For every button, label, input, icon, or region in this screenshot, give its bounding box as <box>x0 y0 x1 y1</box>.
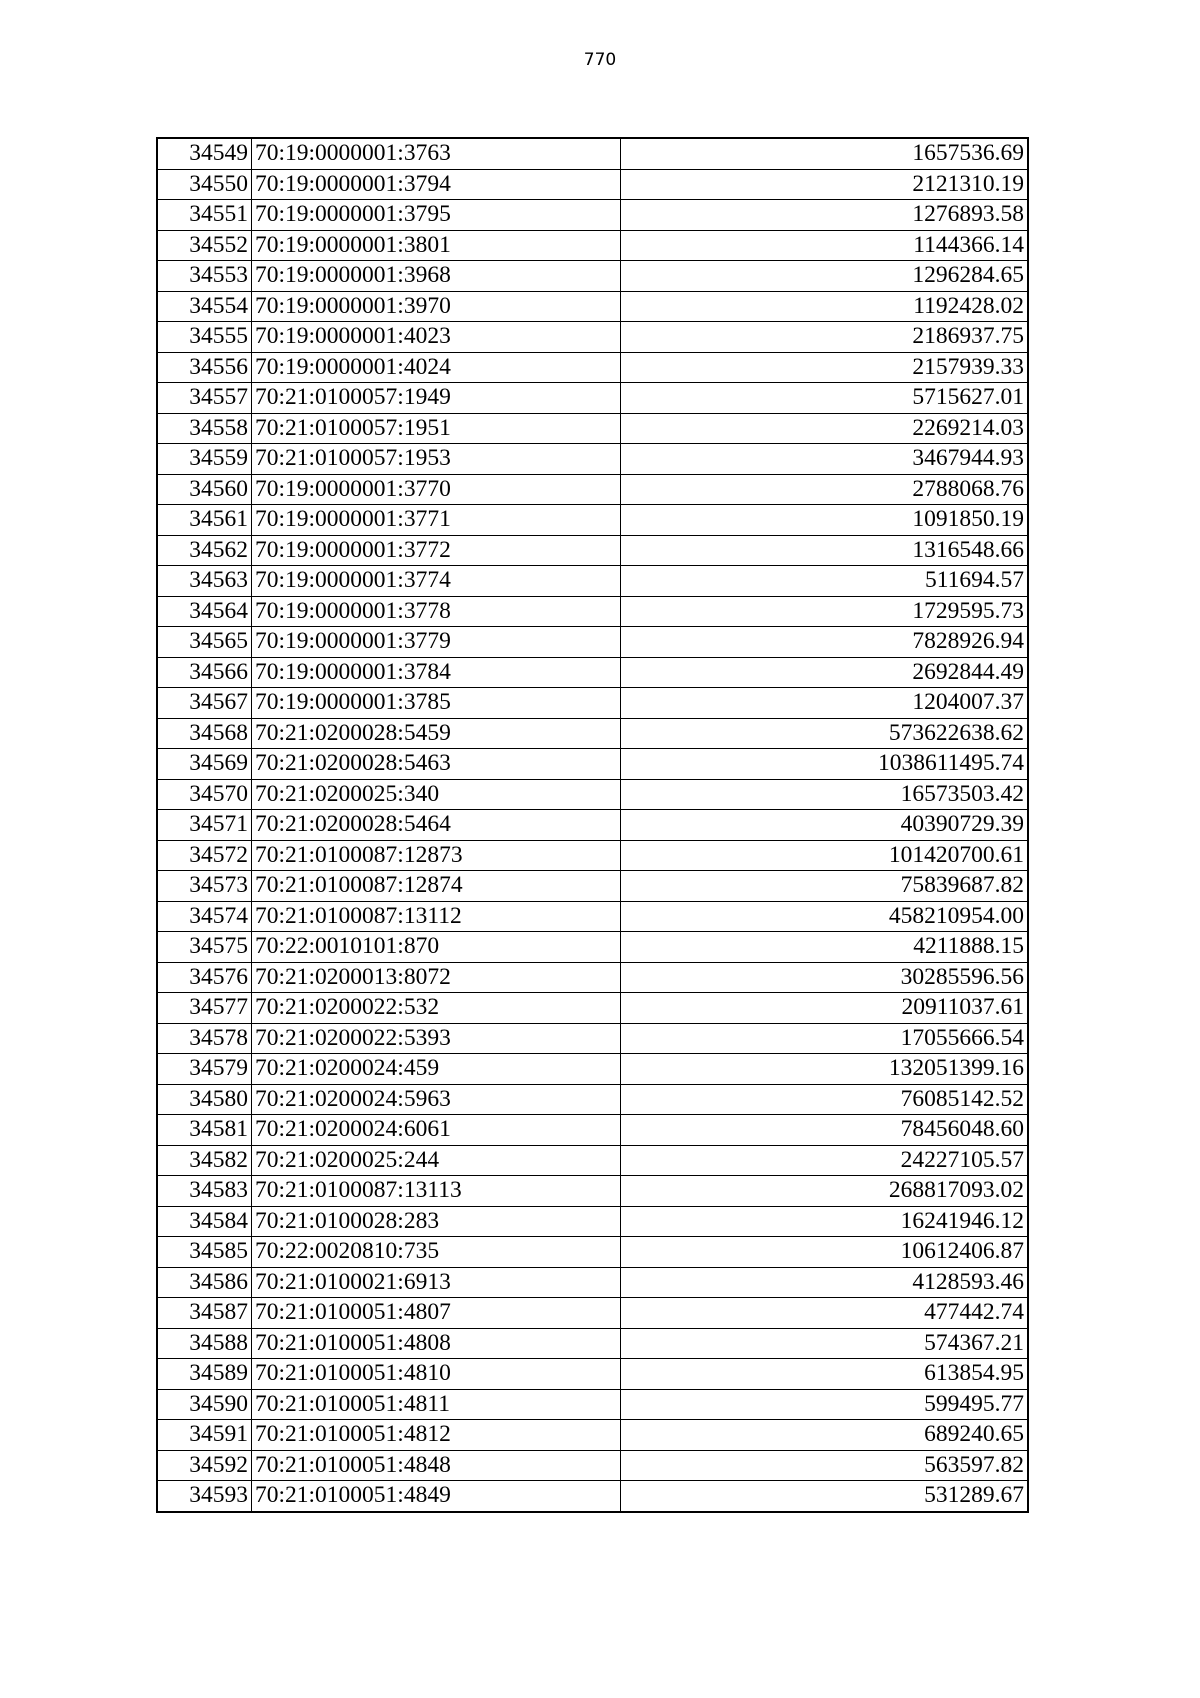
cadastral-number-cell: 70:21:0100051:4812 <box>252 1420 621 1451</box>
table-row <box>157 1145 1028 1176</box>
cadastral-value-cell: 689240.65 <box>621 1420 1029 1451</box>
row-number-cell: 34576 <box>157 962 252 993</box>
table-row <box>157 1176 1028 1207</box>
table-row <box>157 322 1028 353</box>
table-row <box>157 1267 1028 1298</box>
cadastral-value-cell: 477442.74 <box>621 1298 1029 1329</box>
table-row <box>157 932 1028 963</box>
row-number-cell: 34585 <box>157 1237 252 1268</box>
cadastral-number-cell: 70:21:0200025:340 <box>252 779 621 810</box>
cadastral-value-cell: 78456048.60 <box>621 1115 1029 1146</box>
cadastral-value-cell: 2692844.49 <box>621 657 1029 688</box>
cadastral-number-cell: 70:19:0000001:3801 <box>252 230 621 261</box>
table-row <box>157 1206 1028 1237</box>
table-row <box>157 138 1028 169</box>
cadastral-number-cell: 70:21:0200028:5464 <box>252 810 621 841</box>
row-number-cell: 34560 <box>157 474 252 505</box>
row-number-cell: 34586 <box>157 1267 252 1298</box>
row-number-cell: 34575 <box>157 932 252 963</box>
table-row <box>157 962 1028 993</box>
table-row <box>157 169 1028 200</box>
cadastral-value-cell: 268817093.02 <box>621 1176 1029 1207</box>
row-number-cell: 34561 <box>157 505 252 536</box>
row-number-cell: 34592 <box>157 1450 252 1481</box>
table-row <box>157 200 1028 231</box>
cadastral-value-cell: 10612406.87 <box>621 1237 1029 1268</box>
cadastral-number-cell: 70:21:0100021:6913 <box>252 1267 621 1298</box>
table-row <box>157 1328 1028 1359</box>
table-row <box>157 1237 1028 1268</box>
cadastral-number-cell: 70:19:0000001:3794 <box>252 169 621 200</box>
cadastral-value-cell: 574367.21 <box>621 1328 1029 1359</box>
table-row <box>157 261 1028 292</box>
row-number-cell: 34551 <box>157 200 252 231</box>
row-number-cell: 34566 <box>157 657 252 688</box>
cadastral-number-cell: 70:19:0000001:3763 <box>252 138 621 169</box>
cadastral-value-cell: 40390729.39 <box>621 810 1029 841</box>
cadastral-number-cell: 70:21:0200013:8072 <box>252 962 621 993</box>
cadastral-number-cell: 70:21:0100051:4848 <box>252 1450 621 1481</box>
cadastral-value-cell: 1091850.19 <box>621 505 1029 536</box>
cadastral-value-cell: 573622638.62 <box>621 718 1029 749</box>
table-row <box>157 1359 1028 1390</box>
cadastral-value-cell: 4128593.46 <box>621 1267 1029 1298</box>
cadastral-number-cell: 70:21:0200022:532 <box>252 993 621 1024</box>
table-row <box>157 352 1028 383</box>
cadastral-value-cell: 2269214.03 <box>621 413 1029 444</box>
row-number-cell: 34562 <box>157 535 252 566</box>
row-number-cell: 34588 <box>157 1328 252 1359</box>
table-row <box>157 1084 1028 1115</box>
row-number-cell: 34570 <box>157 779 252 810</box>
cadastral-value-cell: 1204007.37 <box>621 688 1029 719</box>
cadastral-value-cell: 76085142.52 <box>621 1084 1029 1115</box>
row-number-cell: 34581 <box>157 1115 252 1146</box>
cadastral-value-cell: 2157939.33 <box>621 352 1029 383</box>
cadastral-number-cell: 70:21:0200022:5393 <box>252 1023 621 1054</box>
cadastral-number-cell: 70:21:0200024:5963 <box>252 1084 621 1115</box>
row-number-cell: 34590 <box>157 1389 252 1420</box>
cadastral-number-cell: 70:22:0020810:735 <box>252 1237 621 1268</box>
cadastral-value-cell: 7828926.94 <box>621 627 1029 658</box>
cadastral-number-cell: 70:21:0100057:1949 <box>252 383 621 414</box>
table-row <box>157 1298 1028 1329</box>
table-row <box>157 1389 1028 1420</box>
table-row <box>157 901 1028 932</box>
table-row <box>157 810 1028 841</box>
row-number-cell: 34572 <box>157 840 252 871</box>
row-number-cell: 34583 <box>157 1176 252 1207</box>
cadastral-number-cell: 70:21:0200025:244 <box>252 1145 621 1176</box>
row-number-cell: 34553 <box>157 261 252 292</box>
row-number-cell: 34552 <box>157 230 252 261</box>
cadastral-value-cell: 1192428.02 <box>621 291 1029 322</box>
cadastral-number-cell: 70:21:0100051:4849 <box>252 1481 621 1512</box>
table-row <box>157 291 1028 322</box>
cadastral-value-cell: 458210954.00 <box>621 901 1029 932</box>
table-row <box>157 993 1028 1024</box>
cadastral-number-cell: 70:19:0000001:3970 <box>252 291 621 322</box>
cadastral-value-cell: 2788068.76 <box>621 474 1029 505</box>
page-number: 770 <box>583 50 617 70</box>
cadastral-value-cell: 613854.95 <box>621 1359 1029 1390</box>
row-number-cell: 34571 <box>157 810 252 841</box>
cadastral-number-cell: 70:21:0200028:5463 <box>252 749 621 780</box>
table-row <box>157 1450 1028 1481</box>
table-row <box>157 1420 1028 1451</box>
row-number-cell: 34582 <box>157 1145 252 1176</box>
row-number-cell: 34549 <box>157 138 252 169</box>
row-number-cell: 34573 <box>157 871 252 902</box>
cadastral-value-cell: 5715627.01 <box>621 383 1029 414</box>
row-number-cell: 34559 <box>157 444 252 475</box>
cadastral-number-cell: 70:21:0100051:4811 <box>252 1389 621 1420</box>
row-number-cell: 34563 <box>157 566 252 597</box>
table-row <box>157 566 1028 597</box>
row-number-cell: 34558 <box>157 413 252 444</box>
cadastral-number-cell: 70:21:0100057:1951 <box>252 413 621 444</box>
cadastral-value-cell: 1038611495.74 <box>621 749 1029 780</box>
table-row <box>157 383 1028 414</box>
cadastral-value-cell: 16241946.12 <box>621 1206 1029 1237</box>
table-row <box>157 444 1028 475</box>
cadastral-number-cell: 70:21:0200024:6061 <box>252 1115 621 1146</box>
cadastral-number-cell: 70:19:0000001:3785 <box>252 688 621 719</box>
cadastral-number-cell: 70:21:0100087:12873 <box>252 840 621 871</box>
table-row <box>157 1115 1028 1146</box>
table-row <box>157 718 1028 749</box>
cadastral-value-cell: 24227105.57 <box>621 1145 1029 1176</box>
cadastral-value-cell: 511694.57 <box>621 566 1029 597</box>
cadastral-number-cell: 70:21:0100051:4807 <box>252 1298 621 1329</box>
table-row <box>157 413 1028 444</box>
row-number-cell: 34580 <box>157 1084 252 1115</box>
cadastral-value-cell: 1276893.58 <box>621 200 1029 231</box>
cadastral-value-cell: 4211888.15 <box>621 932 1029 963</box>
row-number-cell: 34579 <box>157 1054 252 1085</box>
cadastral-value-cell: 2186937.75 <box>621 322 1029 353</box>
cadastral-value-cell: 599495.77 <box>621 1389 1029 1420</box>
table-row <box>157 1054 1028 1085</box>
cadastral-number-cell: 70:21:0200024:459 <box>252 1054 621 1085</box>
cadastral-value-cell: 531289.67 <box>621 1481 1029 1512</box>
table-row <box>157 749 1028 780</box>
row-number-cell: 34556 <box>157 352 252 383</box>
cadastral-number-cell: 70:19:0000001:3774 <box>252 566 621 597</box>
cadastral-value-cell: 563597.82 <box>621 1450 1029 1481</box>
cadastral-number-cell: 70:19:0000001:3779 <box>252 627 621 658</box>
row-number-cell: 34564 <box>157 596 252 627</box>
cadastral-number-cell: 70:21:0100087:13112 <box>252 901 621 932</box>
cadastral-number-cell: 70:21:0100051:4808 <box>252 1328 621 1359</box>
cadastral-value-cell: 1729595.73 <box>621 596 1029 627</box>
row-number-cell: 34567 <box>157 688 252 719</box>
cadastral-number-cell: 70:19:0000001:4024 <box>252 352 621 383</box>
table-body <box>157 138 1028 1512</box>
cadastral-value-cell: 1296284.65 <box>621 261 1029 292</box>
cadastral-number-cell: 70:19:0000001:3968 <box>252 261 621 292</box>
cadastral-value-table <box>156 137 1029 1513</box>
cadastral-value-cell: 1316548.66 <box>621 535 1029 566</box>
row-number-cell: 34574 <box>157 901 252 932</box>
table-row <box>157 871 1028 902</box>
row-number-cell: 34550 <box>157 169 252 200</box>
cadastral-value-cell: 3467944.93 <box>621 444 1029 475</box>
row-number-cell: 34587 <box>157 1298 252 1329</box>
row-number-cell: 34578 <box>157 1023 252 1054</box>
cadastral-number-cell: 70:19:0000001:3784 <box>252 657 621 688</box>
table-row <box>157 505 1028 536</box>
cadastral-number-cell: 70:19:0000001:4023 <box>252 322 621 353</box>
table-row <box>157 1023 1028 1054</box>
table-row <box>157 627 1028 658</box>
cadastral-value-cell: 17055666.54 <box>621 1023 1029 1054</box>
cadastral-number-cell: 70:21:0100087:12874 <box>252 871 621 902</box>
cadastral-value-cell: 30285596.56 <box>621 962 1029 993</box>
cadastral-value-cell: 2121310.19 <box>621 169 1029 200</box>
table-row <box>157 596 1028 627</box>
table-row <box>157 657 1028 688</box>
cadastral-value-cell: 132051399.16 <box>621 1054 1029 1085</box>
table-row <box>157 474 1028 505</box>
cadastral-value-cell: 1657536.69 <box>621 138 1029 169</box>
cadastral-value-cell: 20911037.61 <box>621 993 1029 1024</box>
cadastral-number-cell: 70:19:0000001:3771 <box>252 505 621 536</box>
row-number-cell: 34569 <box>157 749 252 780</box>
cadastral-number-cell: 70:21:0100057:1953 <box>252 444 621 475</box>
cadastral-number-cell: 70:21:0100028:283 <box>252 1206 621 1237</box>
row-number-cell: 34584 <box>157 1206 252 1237</box>
cadastral-number-cell: 70:21:0100051:4810 <box>252 1359 621 1390</box>
table-row <box>157 779 1028 810</box>
row-number-cell: 34591 <box>157 1420 252 1451</box>
table-row <box>157 688 1028 719</box>
cadastral-number-cell: 70:21:0100087:13113 <box>252 1176 621 1207</box>
cadastral-number-cell: 70:19:0000001:3770 <box>252 474 621 505</box>
cadastral-number-cell: 70:19:0000001:3778 <box>252 596 621 627</box>
cadastral-value-cell: 101420700.61 <box>621 840 1029 871</box>
cadastral-value-cell: 16573503.42 <box>621 779 1029 810</box>
row-number-cell: 34589 <box>157 1359 252 1390</box>
table-row <box>157 840 1028 871</box>
cadastral-number-cell: 70:19:0000001:3795 <box>252 200 621 231</box>
table-row <box>157 535 1028 566</box>
row-number-cell: 34577 <box>157 993 252 1024</box>
row-number-cell: 34557 <box>157 383 252 414</box>
cadastral-value-cell: 75839687.82 <box>621 871 1029 902</box>
row-number-cell: 34554 <box>157 291 252 322</box>
table-row <box>157 230 1028 261</box>
row-number-cell: 34593 <box>157 1481 252 1512</box>
cadastral-number-cell: 70:19:0000001:3772 <box>252 535 621 566</box>
row-number-cell: 34568 <box>157 718 252 749</box>
cadastral-value-cell: 1144366.14 <box>621 230 1029 261</box>
row-number-cell: 34565 <box>157 627 252 658</box>
cadastral-number-cell: 70:22:0010101:870 <box>252 932 621 963</box>
cadastral-number-cell: 70:21:0200028:5459 <box>252 718 621 749</box>
row-number-cell: 34555 <box>157 322 252 353</box>
table-row <box>157 1481 1028 1512</box>
